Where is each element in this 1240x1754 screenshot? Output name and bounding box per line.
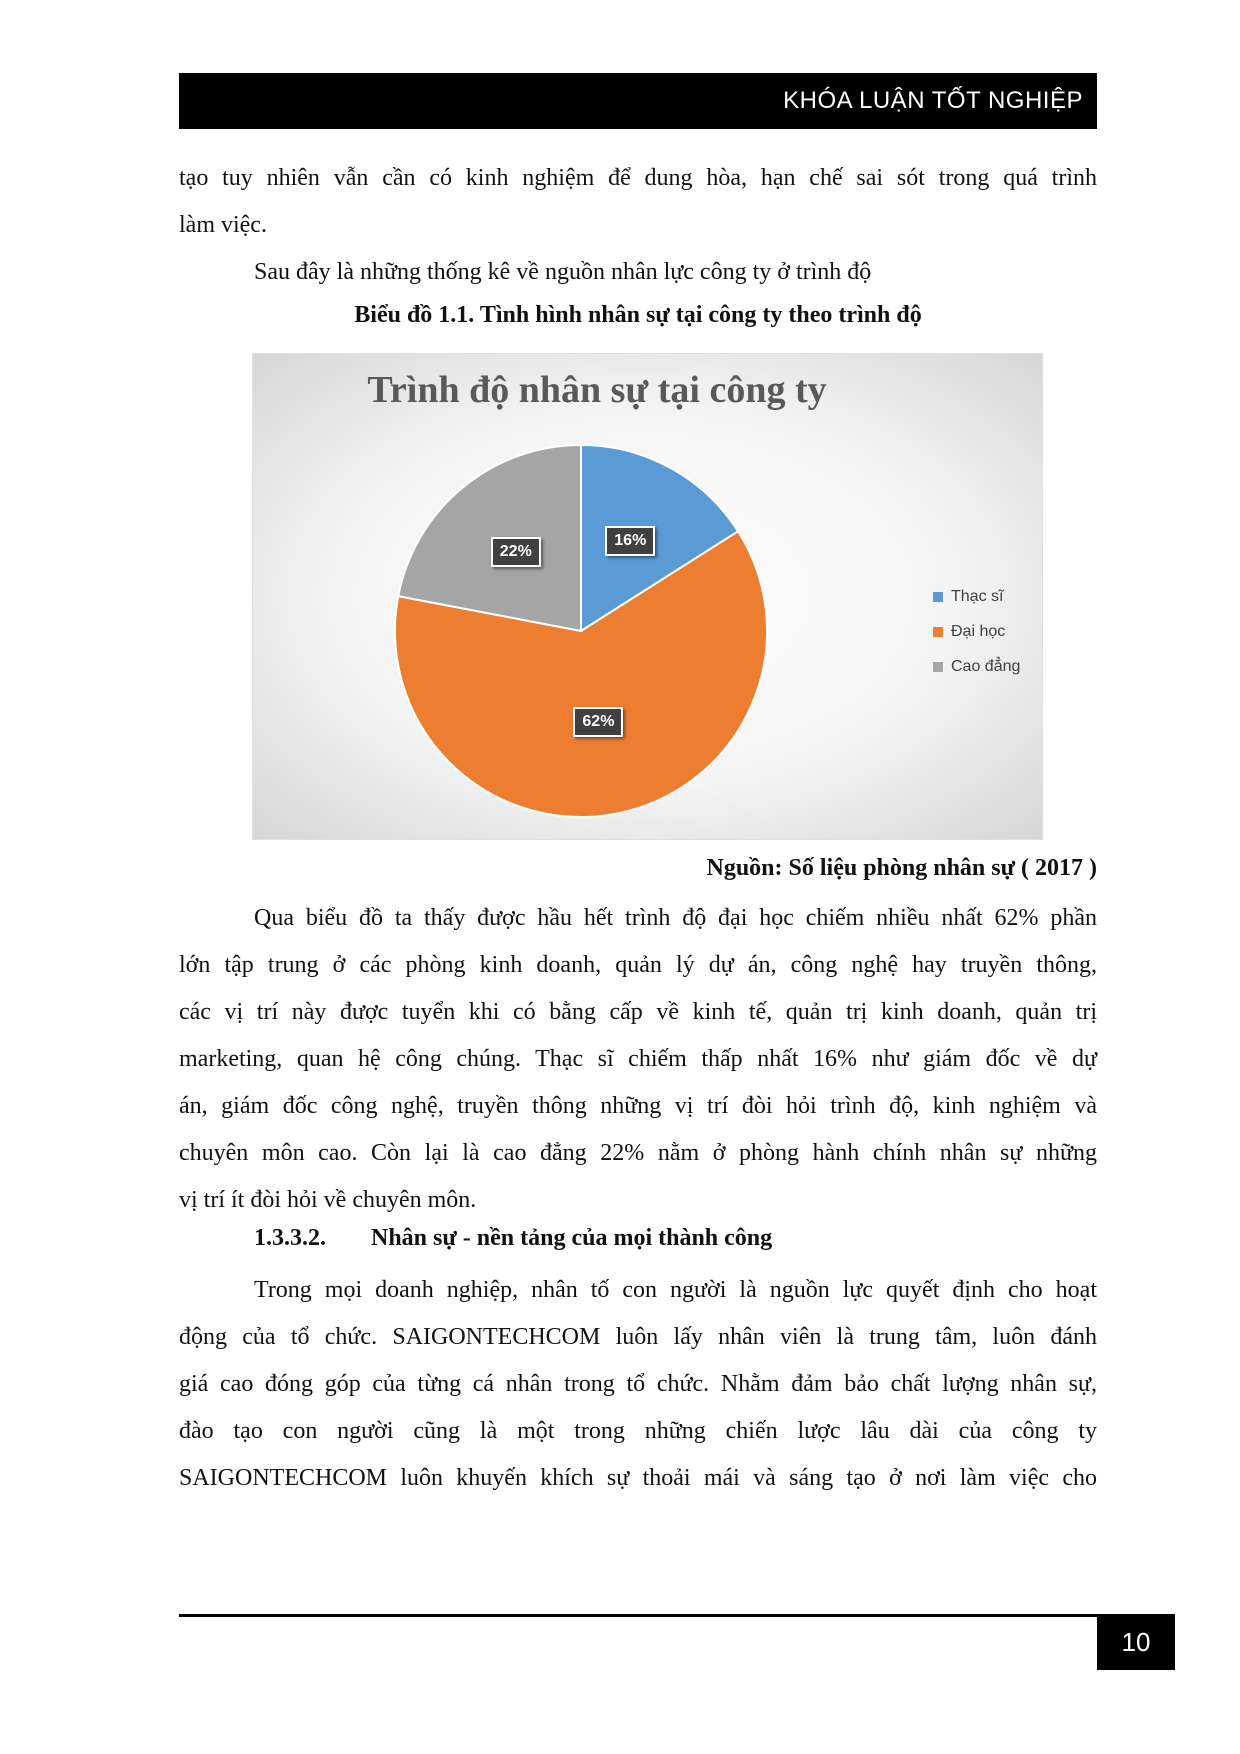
body-line: SAIGONTECHCOM luôn khuyến khích sự thoải mái và sáng tạo ở nơi làm việc cho [179, 1465, 1097, 1491]
analysis-line: các vị trí này được tuyển khi có bằng cấp về kinh tế, quản trị kinh doanh, quản trị [179, 999, 1097, 1025]
legend-swatch [933, 627, 943, 637]
figure-source: Nguồn: Số liệu phòng nhân sự ( 2017 ) [706, 855, 1097, 881]
intro-line: tạo tuy nhiên vẫn cần có kinh nghiệm để dung hòa, hạn chế sai sót trong quá trình [179, 165, 1097, 191]
analysis-line: lớn tập trung ở các phòng kinh doanh, quản lý dự án, công nghệ hay truyền thông, [179, 952, 1097, 978]
analysis-paragraph [179, 895, 1097, 1224]
intro-line: làm việc. [179, 212, 267, 238]
data-label-dai-hoc: 62% [573, 707, 623, 737]
figure-caption: Biểu đồ 1.1. Tình hình nhân sự tại công ty theo trình độ [354, 302, 922, 328]
body-line: giá cao đóng góp của từng cá nhân trong tổ chức. Nhằm đảm bảo chất lượng nhân sự, [179, 1371, 1097, 1397]
body-line: động của tổ chức. SAIGONTECHCOM luôn lấy nhân viên là trung tâm, luôn đánh [179, 1324, 1097, 1350]
data-label-cao-dang: 22% [491, 537, 541, 567]
intro-paragraph [179, 155, 1097, 296]
legend-item-thac-si [933, 579, 1020, 614]
section-number: 1.3.3.2. [254, 1225, 326, 1251]
chart-title: Trình độ nhân sự tại công ty [367, 369, 827, 411]
analysis-line: vị trí ít đòi hỏi về chuyên môn. [179, 1187, 477, 1213]
data-label-thac-si: 16% [605, 526, 655, 556]
pie-chart [252, 353, 1043, 840]
analysis-line: án, giám đốc công nghệ, truyền thông những vị trí đòi hỏi trình độ, kinh nghiệm và [179, 1093, 1097, 1119]
chart-legend [933, 579, 1020, 684]
body-line: Trong mọi doanh nghiệp, nhân tố con người là nguồn lực quyết định cho hoạt [254, 1277, 1097, 1303]
legend-swatch [933, 592, 943, 602]
legend-item-cao-dang [933, 649, 1020, 684]
pie-chart-svg [253, 354, 1042, 839]
header-title: KHÓA LUẬN TỐT NGHIỆP [783, 87, 1083, 114]
section-body-paragraph [179, 1267, 1097, 1502]
analysis-line: chuyên môn cao. Còn lại là cao đẳng 22% nằm ở phòng hành chính nhân sự những [179, 1140, 1097, 1166]
section-title: Nhân sự - nền tảng của mọi thành công [371, 1225, 773, 1251]
legend-swatch [933, 662, 943, 672]
header-bar [179, 73, 1097, 129]
body-line: đào tạo con người cũng là một trong những chiến lược lâu dài của công ty [179, 1418, 1097, 1444]
legend-label: Đại học [951, 622, 1006, 640]
legend-label: Cao đẳng [951, 657, 1021, 675]
footer-rule [179, 1614, 1097, 1617]
legend-item-dai-hoc [933, 614, 1020, 649]
analysis-line: Qua biểu đồ ta thấy được hầu hết trình độ đại học chiếm nhiều nhất 62% phần [254, 905, 1097, 931]
analysis-line: marketing, quan hệ công chúng. Thạc sĩ chiếm thấp nhất 16% như giám đốc về dự [179, 1046, 1097, 1072]
page-number: 10 [1097, 1614, 1175, 1670]
section-heading [254, 1225, 772, 1252]
intro-line: Sau đây là những thống kê về nguồn nhân lực công ty ở trình độ [254, 259, 872, 285]
legend-label: Thạc sĩ [951, 587, 1004, 605]
